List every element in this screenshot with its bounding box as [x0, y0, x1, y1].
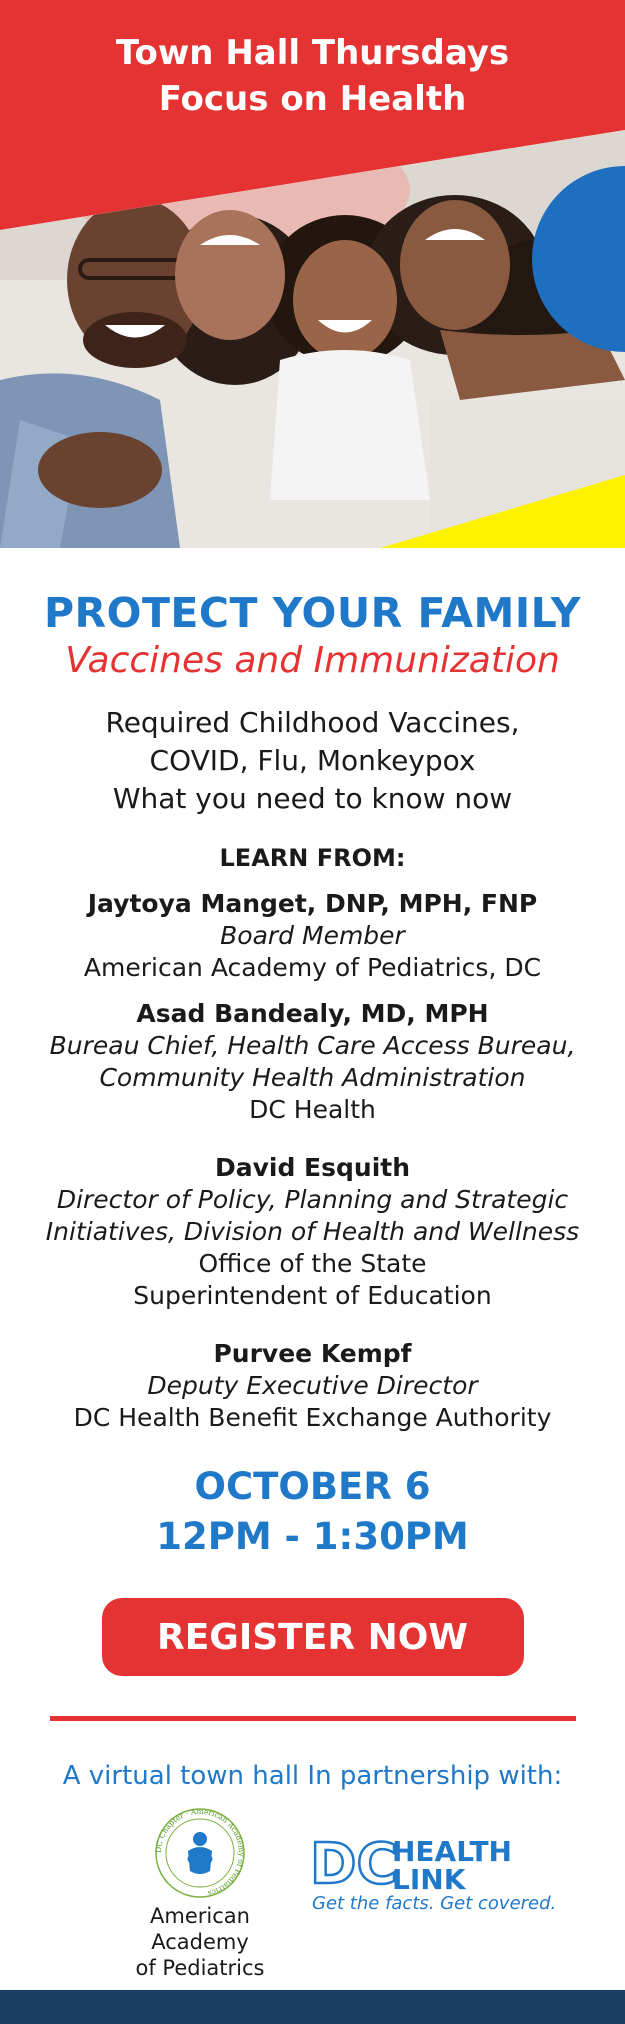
- speaker-org: American Academy of Pediatrics, DC: [83, 953, 542, 982]
- headline: PROTECT YOUR FAMILY: [43, 589, 581, 637]
- dc-health-link-logo[interactable]: [310, 1831, 557, 1914]
- event-time: 12PM - 1:30PM: [156, 1515, 469, 1558]
- speaker-card: [0, 1338, 625, 1434]
- partner-logos: [0, 1803, 625, 1980]
- speaker-role: Director of Policy, Planning and Strategic: [56, 1185, 569, 1214]
- dchl-word-link: LINK: [392, 1863, 466, 1895]
- topic-line: COVID, Flu, Monkeypox: [149, 744, 476, 777]
- topic-line: What you need to know now: [112, 782, 513, 815]
- speaker-card: [0, 1152, 625, 1312]
- speaker-org: DC Health: [249, 1095, 376, 1124]
- aap-ring-text: DC Chapter · American Academy of Pediatrics: [153, 1806, 247, 1899]
- subheadline: Vaccines and Immunization: [65, 640, 560, 681]
- speaker-name: Asad Bandealy, MD, MPH: [136, 999, 489, 1028]
- speaker-org: Superintendent of Education: [133, 1281, 492, 1310]
- aap-seal-icon: [150, 1803, 250, 1903]
- register-now-button[interactable]: REGISTER NOW: [102, 1598, 524, 1676]
- aap-label-line1: American Academy: [150, 1904, 250, 1954]
- event-datetime: [0, 1462, 625, 1562]
- aap-label-line2: of Pediatrics: [135, 1956, 265, 1980]
- hero-title-line2: Focus on Health: [158, 79, 467, 119]
- section-divider: [50, 1716, 576, 1721]
- speaker-org: Office of the State: [198, 1249, 427, 1278]
- speaker-name: David Esquith: [214, 1153, 411, 1182]
- hero-banner: [0, 0, 625, 548]
- dc-health-link-icon: [310, 1831, 542, 1895]
- speaker-role: Initiatives, Division of Health and Wellness: [45, 1217, 580, 1246]
- speaker-role: Community Health Administration: [99, 1063, 526, 1092]
- topic-list: [0, 704, 625, 818]
- event-date: OCTOBER 6: [194, 1465, 431, 1508]
- learn-from-heading: LEARN FROM:: [219, 844, 406, 872]
- aap-logo[interactable]: [100, 1803, 300, 1981]
- topic-line: Required Childhood Vaccines,: [105, 706, 520, 739]
- footer-bar: [0, 1990, 625, 2024]
- dchl-word-health: HEALTH: [392, 1835, 512, 1868]
- hero-title: [0, 30, 625, 122]
- speaker-org: DC Health Benefit Exchange Authority: [73, 1403, 552, 1432]
- speaker-name: Jaytoya Manget, DNP, MPH, FNP: [87, 889, 538, 918]
- speaker-role: Bureau Chief, Health Care Access Bureau,: [49, 1031, 576, 1060]
- dchl-mark: DC: [310, 1832, 398, 1895]
- partner-line: A virtual town hall In partnership with:: [62, 1761, 563, 1791]
- hero-title-line1: Town Hall Thursdays: [115, 33, 510, 73]
- dchl-tagline: Get the facts. Get covered.: [312, 1893, 557, 1914]
- speaker-card: [0, 998, 625, 1126]
- speaker-role: Board Member: [220, 921, 405, 950]
- speaker-card: [0, 888, 625, 984]
- speaker-name: Purvee Kempf: [213, 1339, 412, 1368]
- main-content: [0, 548, 625, 1980]
- speaker-role: Deputy Executive Director: [147, 1371, 478, 1400]
